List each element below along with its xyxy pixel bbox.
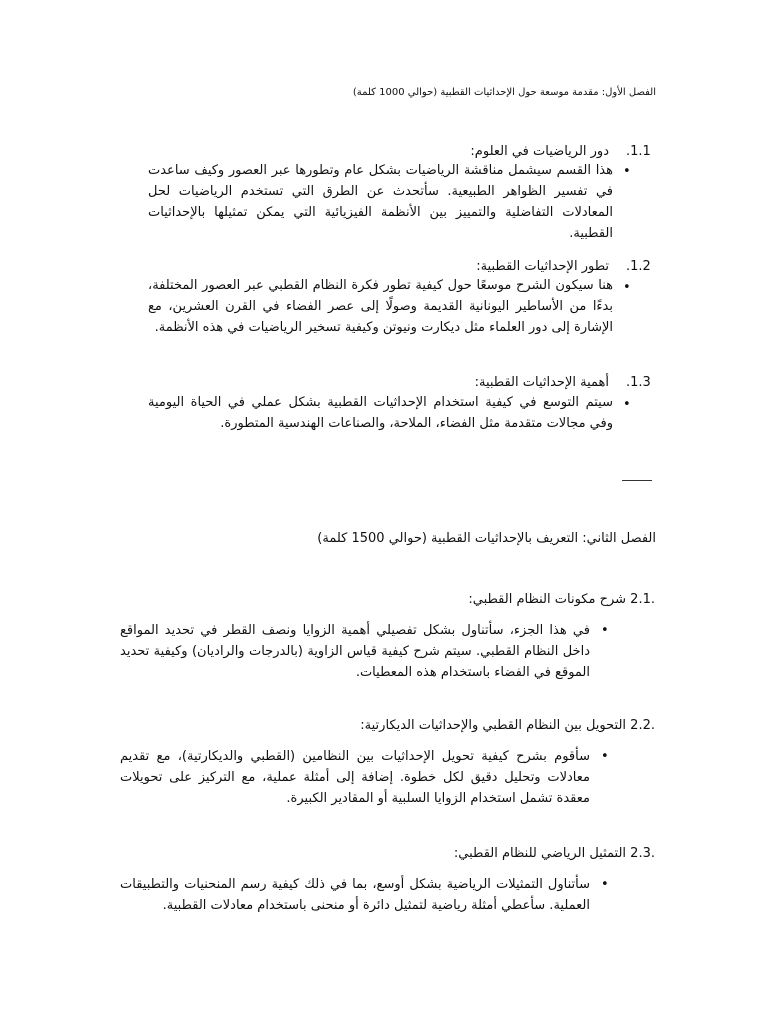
section-number: .1.2 — [626, 259, 651, 274]
section-title: شرح مكونات النظام القطبي: — [468, 592, 627, 607]
chapter-2-header: الفصل الثاني: التعريف بالإحداثيات القطبية (حوالي 1500 كلمة) — [317, 531, 656, 546]
bullet-marker: • — [623, 164, 631, 179]
section-title: التمثيل الرياضي للنظام القطبي: — [453, 846, 627, 861]
section-heading — [300, 591, 655, 609]
section-number: .1.1 — [626, 144, 651, 159]
section-title: أهمية الإحداثيات القطبية: — [474, 375, 609, 390]
section-heading — [300, 845, 655, 863]
section-number: .1.3 — [626, 375, 651, 390]
chapter-1-header: الفصل الأول: مقدمة موسعة حول الإحداثيات القطبية (حوالي 1000 كلمة) — [352, 87, 656, 98]
section-heading — [300, 717, 655, 735]
section-paragraph: هذا القسم سيشمل مناقشة الرياضيات بشكل عام وتطورها عبر العصور وكيف ساعدت في تفسير الظواهر الطبيعية. سأتحدث عن الطرق التي تستخدم الرياضيات لحل المعادلات التفاضلية والتمييز بين الأنظمة الفيزيائية التي يمكن تمثيلها بالإحداثيات القطبية. — [148, 163, 613, 241]
bullet-marker: • — [601, 877, 609, 892]
bullet-marker: • — [601, 623, 609, 638]
section-paragraph: سأقوم بشرح كيفية تحويل الإحداثيات بين النظامين (القطبي والديكارتية)، مع تقديم معادلات وتحليل دقيق لكل خطوة. إضافة إلى أمثلة عملية، مع التركيز على تحويلات معقدة تشمل استخدام الزوايا السلبية أو المقادير الكبيرة. — [120, 749, 590, 806]
section-title: تطور الإحداثيات القطبية: — [476, 259, 609, 274]
section-paragraph: في هذا الجزء، سأتناول بشكل تفصيلي أهمية الزوايا ونصف القطر في تحديد المواقع داخل النظام القطبي. سيتم شرح كيفية قياس الزاوية (بالدرجات والراديان) وكيفية تحديد الموقع في الفضاء باستخدام هذه المعطيات. — [120, 623, 590, 680]
section-title: التحويل بين النظام القطبي والإحداثيات الديكارتية: — [360, 718, 627, 733]
section-divider — [622, 480, 652, 481]
bullet-marker: • — [623, 280, 631, 295]
section-title: دور الرياضيات في العلوم: — [470, 144, 609, 159]
section-number: .2.1 — [630, 592, 655, 607]
bullet-marker: • — [623, 397, 631, 412]
section-number: .2.2 — [630, 718, 655, 733]
section-paragraph: هنا سيكون الشرح موسعًا حول كيفية تطور فكرة النظام القطبي عبر العصور المختلفة، بدءًا من الأساطير اليونانية القديمة وصولًا إلى عصر الفضاء في القرن العشرين، مع الإشارة إلى دور العلماء مثل ديكارت ونيوتن وكيفية تسخير الرياضيات في هذه الأنظمة. — [148, 278, 613, 335]
section-number: .2.3 — [630, 846, 655, 861]
section-paragraph: سيتم التوسع في كيفية استخدام الإحداثيات القطبية بشكل عملي في الحياة اليومية وفي مجالات متقدمة مثل الفضاء، الملاحة، والصناعات الهندسية المتطورة. — [148, 395, 613, 431]
bullet-marker: • — [601, 749, 609, 764]
section-paragraph: سأتناول التمثيلات الرياضية بشكل أوسع، بما في ذلك كيفية رسم المنحنيات والتطبيقات العملية. سأعطي أمثلة رياضية لتمثيل دائرة أو منحنى باستخدام معادلات القطبية. — [120, 877, 590, 913]
